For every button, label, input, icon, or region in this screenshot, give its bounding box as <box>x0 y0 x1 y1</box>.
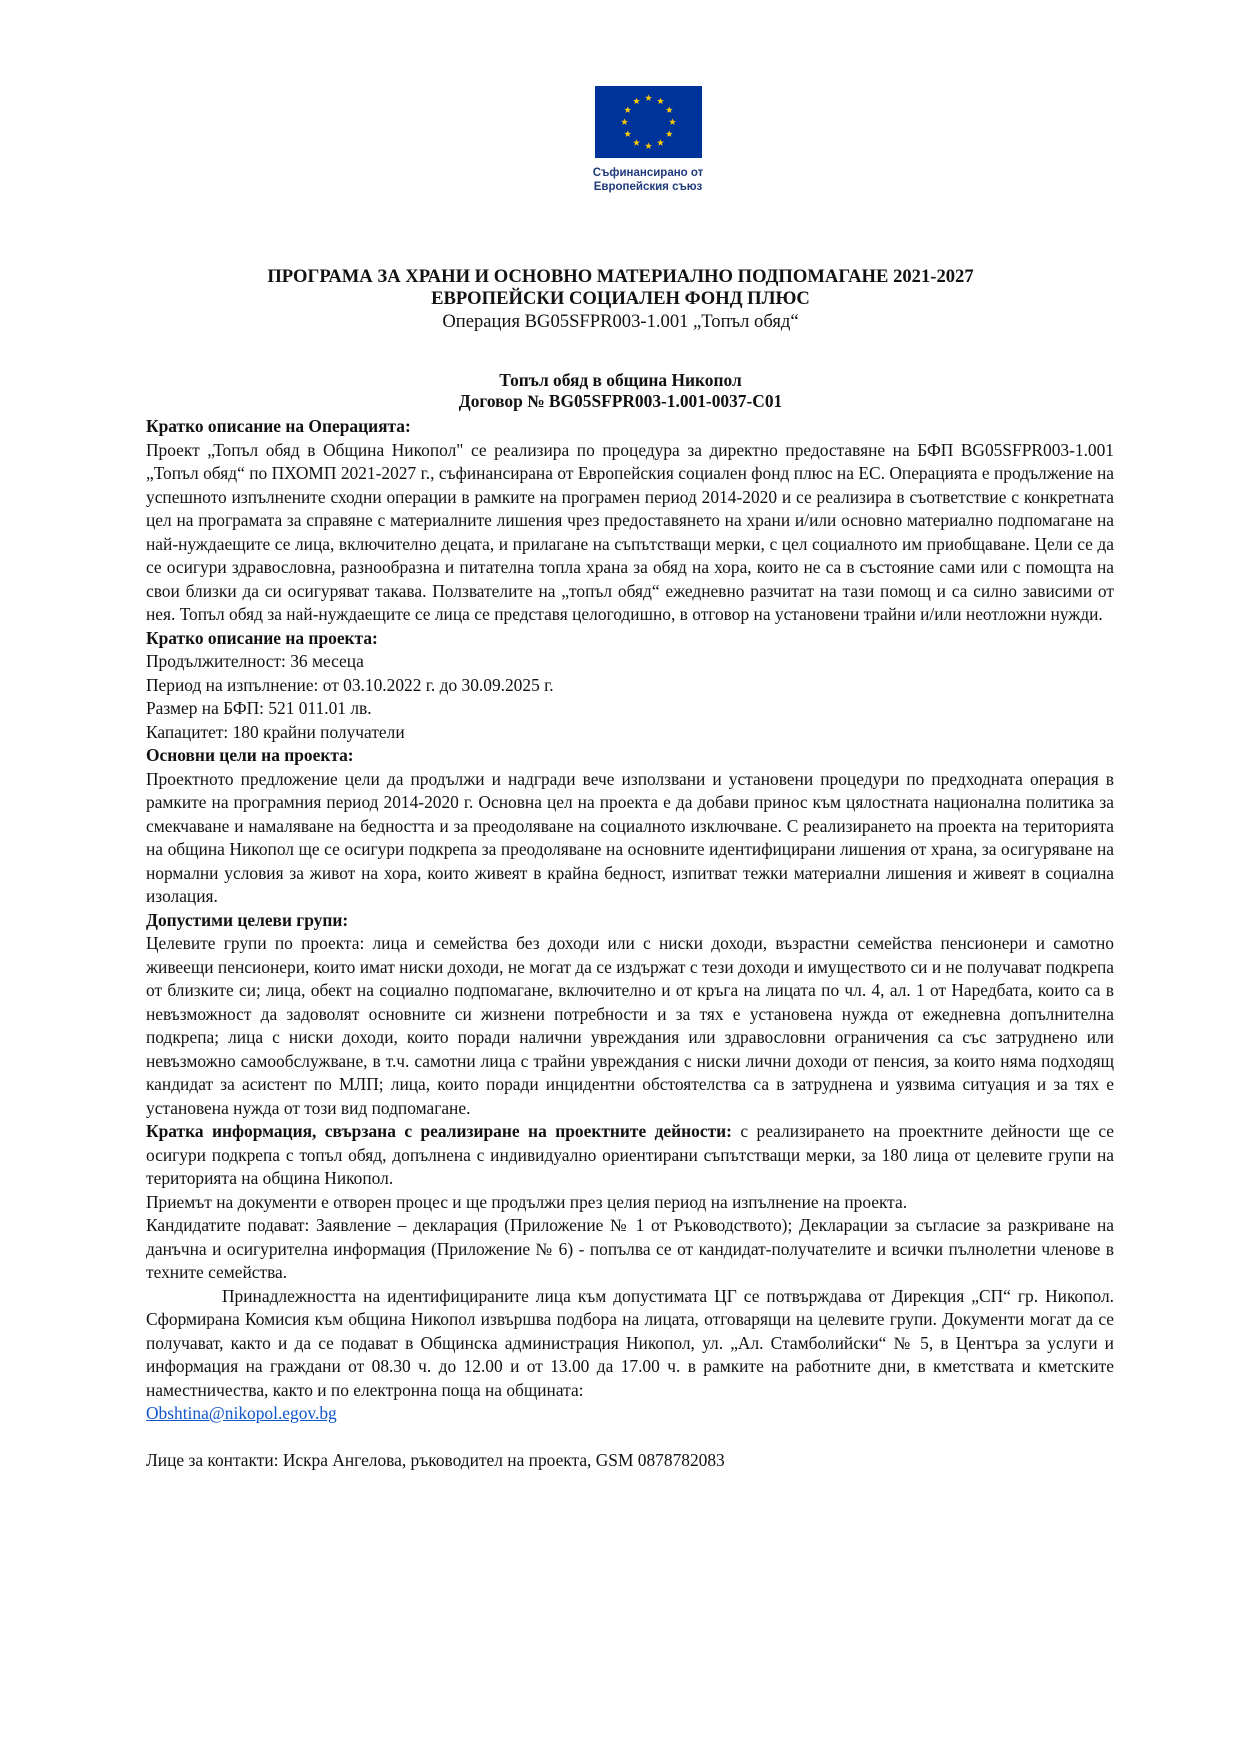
eu-star-icon <box>657 98 664 105</box>
operation-heading: Кратко описание на Операцията: <box>146 416 411 436</box>
eu-cofunded-logo <box>588 86 708 194</box>
logo-caption-line1: Съфинансирано от <box>592 167 704 179</box>
project-period: Период на изпълнение: от 03.10.2022 г. до 30.09.2025 г. <box>146 674 554 695</box>
document-body <box>146 415 1114 1473</box>
spacer <box>146 1426 1114 1450</box>
contact-person: Лице за контакти: Искра Ангелова, ръководител на проекта, GSM 0878782083 <box>146 1450 725 1470</box>
membership-paragraph: Принадлежността на идентифицираните лица към допустимата ЦГ се потвърждава от Дирекция „СП“ гр. Никопол. Сформирана Комисия към община Никопол извършва подбора на лицата, отговарящи на целевите групи. Документи могат да се получават, както и да се подават в Общинска администрация Никопол, ул. „Ал. Стамболийски“ № 5, в Центъра за услуги и информация на граждани от 08.30 ч. до 12.00 и от 13.00 да 17.00 ч. в рамките на работните дни, в кметствата и кметските наместничества, както и по електронна поща на общината: <box>146 1285 1114 1400</box>
eu-star-icon <box>669 118 676 125</box>
activities-heading: Кратка информация, свързана с реализиране на проектните дейности: <box>146 1121 732 1141</box>
eu-star-icon <box>645 142 652 149</box>
target-groups-description: Целевите групи по проекта: лица и семейства без доходи или с ниски доходи, възрастни семейства пенсионери и самотно живеещи пенсионери, които имат ниски доходи, не могат да се издържат с тези доходи и имуществото си и не получават подкрепа от близките си; лица, обект на социално подпомагане, включително и от кръга на лицата по чл. 4, ал. 1 от Наредбата, които са в невъзможност да задоволят основните си жизнени потребности и за тях е установена нужда от ежедневна допълнителна подкрепа; лица с ниски доходи, които поради налични увреждания или здравословни ограничения са със затруднено или невъзможно самообслужване, в т.ч. самотни лица с трайни увреждания с ниски лични доходи от пенсия, за които няма подходящ кандидат за асистент по МЛП; лица, които поради инцидентни обстоятелства са в затруднена и уязвима ситуация и за тях е установена нужда от този вид подпомагане. <box>146 933 1114 1118</box>
eu-star-icon <box>665 130 672 137</box>
acceptance-note: Приемът на документи е отворен процес и ще продължи през целия период на изпълнение на проекта. <box>146 1191 908 1212</box>
eu-star-icon <box>633 98 640 105</box>
eu-star-icon <box>657 139 664 146</box>
eu-star-icon <box>624 130 631 137</box>
target-groups-heading: Допустими целеви групи: <box>146 909 349 930</box>
eu-star-icon <box>645 94 652 101</box>
email-link[interactable]: Obshtina@nikopol.egov.bg <box>146 1403 337 1423</box>
activities-text: с реализирането на проектните дейности ще се осигури подкрепа с топъл обяд, допълнена с индивидуално ориентирани съпътстващи мерки, за 180 лица от целевите групи на територията на община Никопол. <box>146 1121 1115 1188</box>
contract-number: Договор № BG05SFPR003-1.001-0037-C01 <box>458 391 783 411</box>
eu-star-icon <box>633 139 640 146</box>
project-capacity: Капацитет: 180 крайни получатели <box>146 721 405 742</box>
program-title: ПРОГРАМА ЗА ХРАНИ И ОСНОВНО МАТЕРИАЛНО ПОДПОМАГАНЕ 2021-2027 <box>267 266 974 287</box>
operation-description: Проект „Топъл обяд в Община Никопол" се реализира по процедура за директно предоставяне на БФП BG05SFPR003-1.001 „Топъл обяд“ по ПХОМП 2021-2027 г., съфинансирана от Европейския социален фонд плюс на ЕС. Операцията е продължение на успешното изпълнените сходни операции в рамките на програмен период 2014-2020 и се реализира в съответствие с конкретната цел на програмата за справяне с материалните лишения чрез предоставянето на храни и/или основно материално подпомагане на най-нуждаещите се лица, включително децата, и прилагане на съпътстващи мерки, с цел социалното им приобщаване. Цели се да се осигури здравословна, разнообразна и питателна топла храна за обяд на хора, които не са в състояние сами или с помощта на свои близки да си осигуряват такава. Ползвателите на „топъл обяд“ ежедневно разчитат на тази помощ и са силно зависими от нея. Топъл обяд за най-нуждаещите се лица се представя целогодишно, в отговор на установени трайни и/или неотложни нужди. <box>146 439 1114 624</box>
project-duration: Продължителност: 36 месеца <box>146 651 364 671</box>
logo-caption <box>588 166 708 194</box>
goals-heading: Основни цели на проекта: <box>146 745 354 765</box>
goals-description: Проектното предложение цели да продължи и надгради вече използвани и установени процедури по предходната операция в рамките на програмния период 2014-2020 г. Основна цел на проекта е да добави принос към цялостната национална политика за смекчаване и намаляване на бедността и за преодоляване на социалното изключване. С реализирането на проекта на територията на община Никопол ще се осигури подкрепа за преодоляване на основните идентифицирани лишения от храна, за осигуряване на нормални условия за живот на хора, които живеят в крайна бедност, изпитват тежки материални лишения и живеят в социална изолация. <box>146 768 1114 906</box>
eu-star-icon <box>665 106 672 113</box>
project-title: Топъл обяд в община Никопол <box>499 370 742 390</box>
logo-caption-line2: Европейския съюз <box>593 181 703 193</box>
email-line <box>146 1402 1114 1426</box>
fund-title: ЕВРОПЕЙСКИ СОЦИАЛЕН ФОНД ПЛЮС <box>431 288 810 309</box>
eu-star-icon <box>624 106 631 113</box>
operation-title: Операция BG05SFPR003-1.001 „Топъл обяд“ <box>442 311 799 332</box>
project-heading: Кратко описание на проекта: <box>146 627 378 648</box>
eu-star-icon <box>621 118 628 125</box>
candidates-documents: Кандидатите подават: Заявление – декларация (Приложение № 1 от Ръководството); Декларации за съгласие за разкриване на данъчна и осигурителна информация (Приложение № 6) - попълва се от кандидат-получателите и всички пълнолетни членове в техните семейства. <box>146 1215 1114 1282</box>
activities-info <box>146 1120 1114 1191</box>
eu-flag-icon <box>595 86 702 158</box>
project-grant: Размер на БФП: 521 011.01 лв. <box>146 698 372 718</box>
